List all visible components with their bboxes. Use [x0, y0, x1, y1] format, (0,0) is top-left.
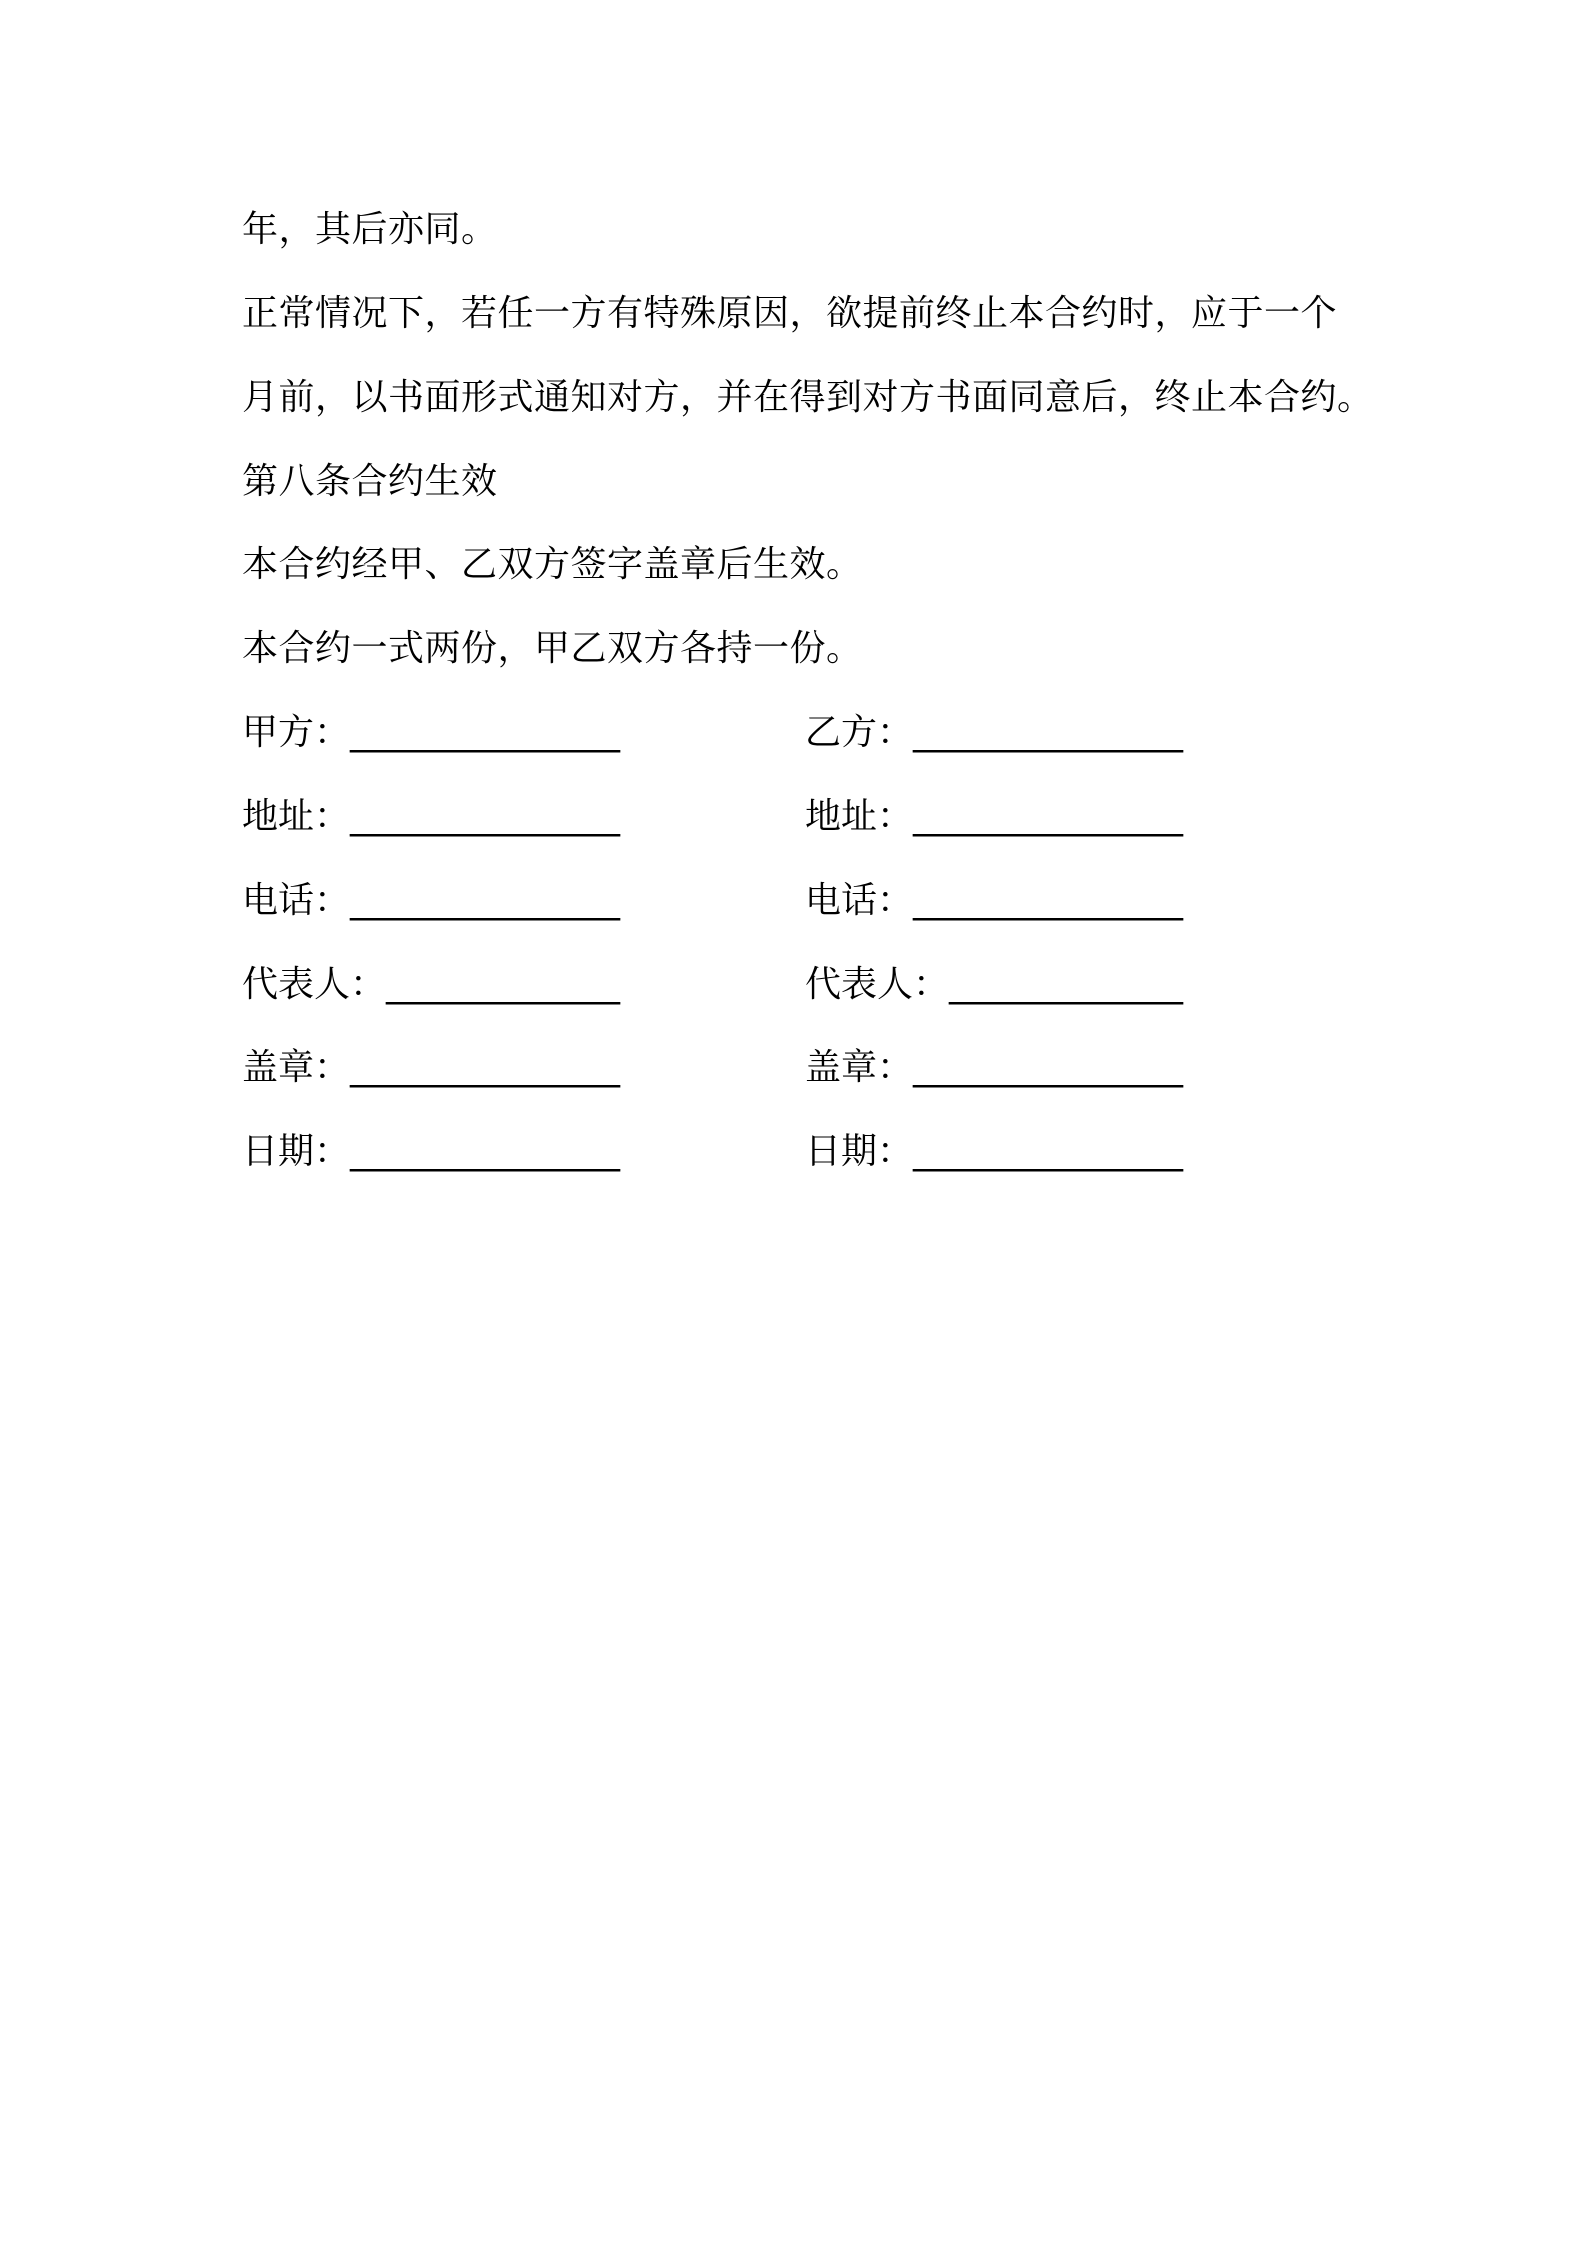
- party-a-date-field: 日期：_______________: [242, 1131, 621, 1172]
- party-b-phone-field: 电话：_______________: [805, 880, 1184, 921]
- paragraph-termination-line-1: 正常情况下，若任一方有特殊原因，欲提前终止本合约时，应于一个: [242, 293, 1338, 334]
- signature-row-date: [242, 1126, 1342, 1178]
- article-heading: 第八条合约生效: [242, 461, 498, 502]
- signature-row-address: [242, 791, 1342, 843]
- party-a-seal-field: 盖章：_______________: [242, 1047, 621, 1088]
- paragraph-effect: 本合约经甲、乙双方签字盖章后生效。: [242, 544, 863, 585]
- signature-row-representative: [242, 959, 1342, 1011]
- paragraph-copies: 本合约一式两份，甲乙双方各持一份。: [242, 628, 863, 669]
- signature-row-party: [242, 707, 1342, 759]
- party-b-address-field: 地址：_______________: [805, 796, 1184, 837]
- signature-row-phone: [242, 875, 1342, 927]
- party-a-field: 甲方：_______________: [242, 712, 621, 753]
- party-b-representative-field: 代表人：_____________: [805, 964, 1184, 1005]
- party-a-address-field: 地址：_______________: [242, 796, 621, 837]
- party-a-phone-field: 电话：_______________: [242, 880, 621, 921]
- party-b-field: 乙方：_______________: [805, 712, 1184, 753]
- party-b-date-field: 日期：_______________: [805, 1131, 1184, 1172]
- paragraph-continuation: 年，其后亦同。: [242, 209, 498, 250]
- signature-row-seal: [242, 1042, 1342, 1094]
- party-a-representative-field: 代表人：_____________: [242, 964, 621, 1005]
- party-b-seal-field: 盖章：_______________: [805, 1047, 1184, 1088]
- paragraph-termination-line-2: 月前，以书面形式通知对方，并在得到对方书面同意后，终止本合约。: [242, 377, 1374, 418]
